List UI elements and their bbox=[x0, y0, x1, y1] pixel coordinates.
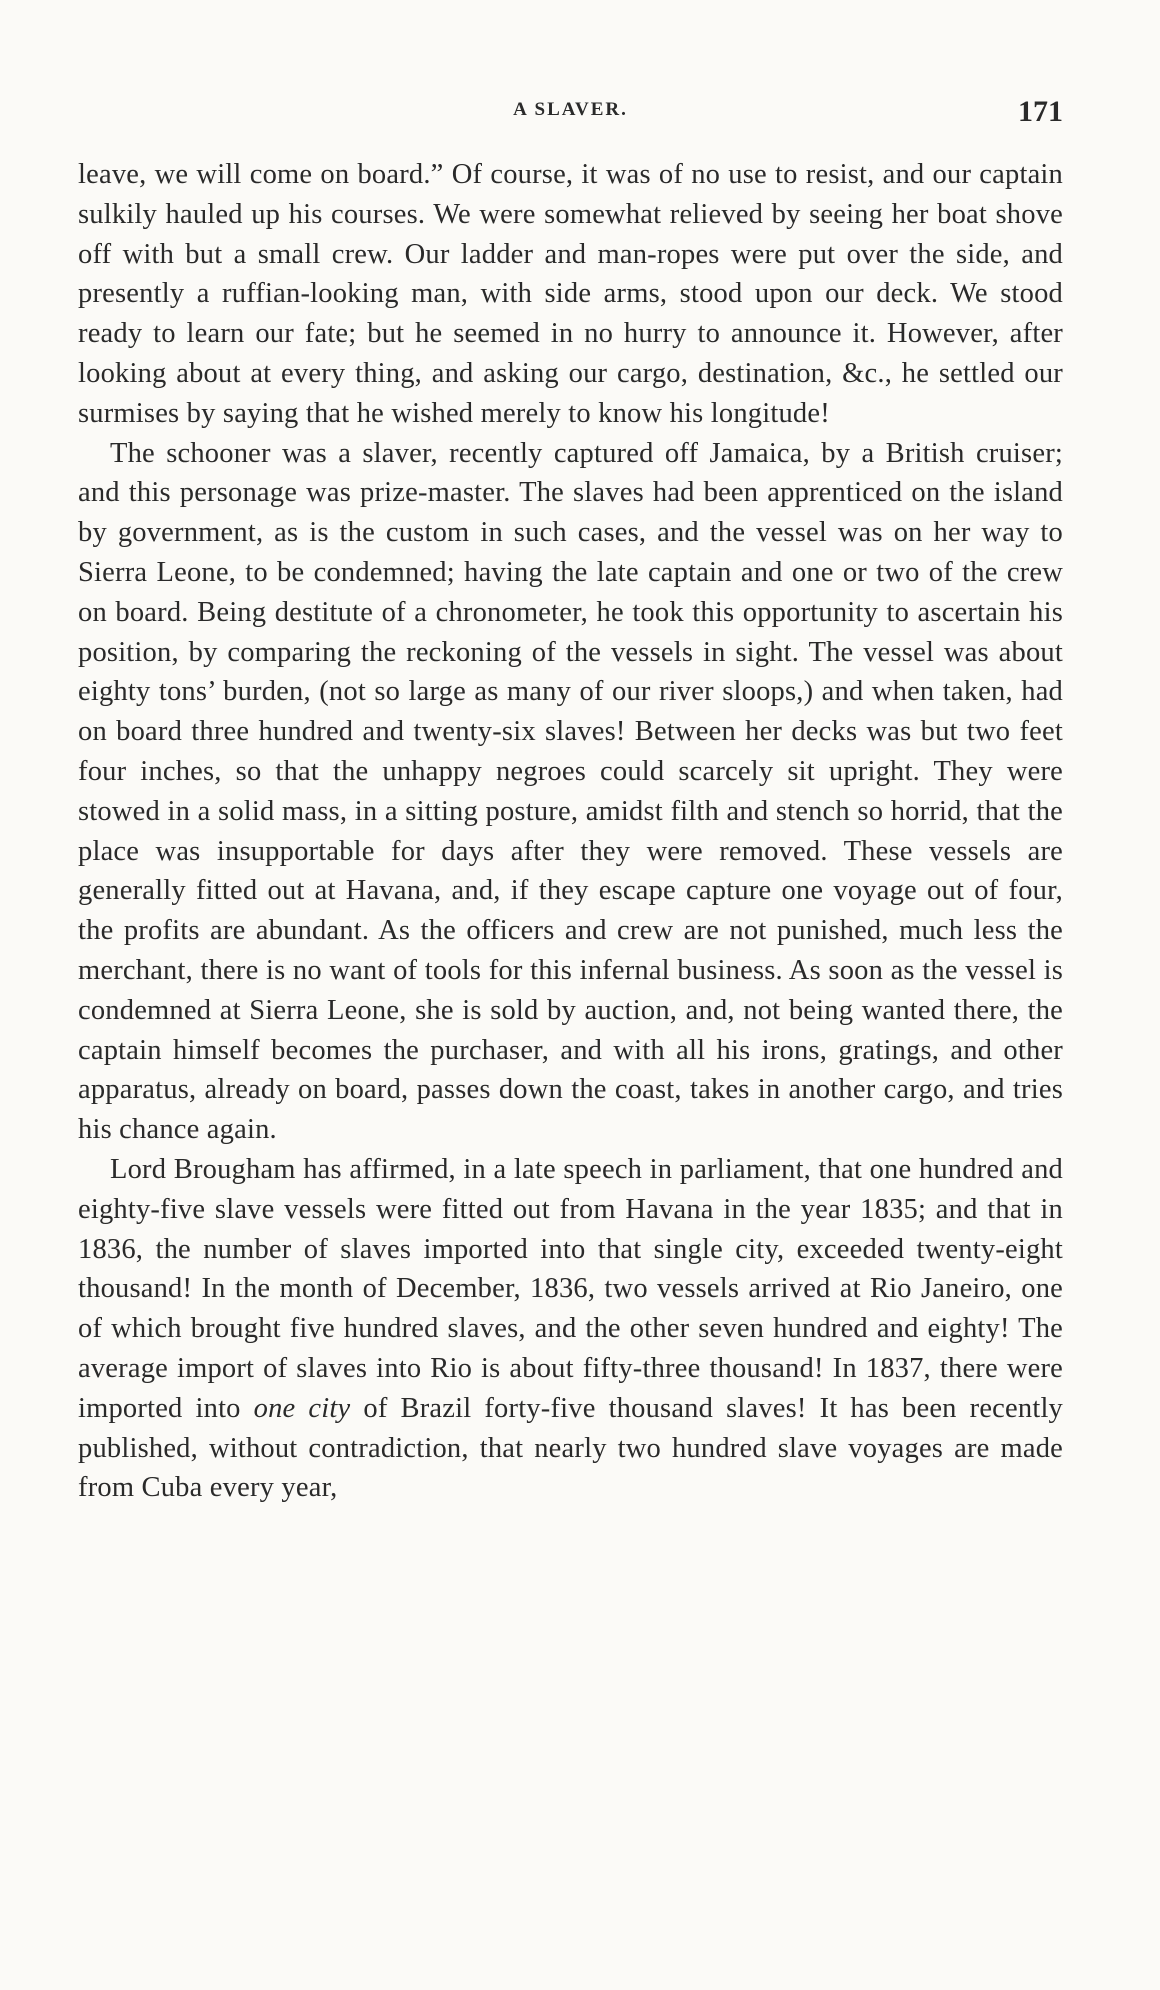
paragraph-text: The schooner was a slaver, recently captured off Jamaica, by a British cruiser; and this personage was prize-master. The slaves had been apprenticed on the island by government, as is the custom in such cases, and the vessel was on her way to Sierra Leone, to be condemned; having the late captain and one or two of the crew on board. Being destitute of a chronometer, he took this opportunity to ascertain his position, by comparing the reckoning of the vessels in sight. The vessel was about eighty tons’ burden, (not so large as many of our river sloops,) and when taken, had on board three hundred and twenty-six slaves! Between her decks was but two feet four inches, so that the unhappy negroes could scarcely sit upright. They were stowed in a solid mass, in a sitting posture, amidst filth and stench so horrid, that the place was insupportable for days after they were removed. These vessels are generally fitted out at Havana, and, if they escape capture one voyage out of four, the profits are abundant. As the officers and crew are not punished, much less the merchant, there is no want of tools for this infernal business. As soon as the vessel is condemned at Sierra Leone, she is sold by auction, and, not being wanted there, the captain himself becomes the purchaser, and with all his irons, gratings, and other apparatus, already on board, passes down the coast, takes in another cargo, and tries his chance again. bbox=[78, 437, 1063, 1146]
emphasized-text: one city bbox=[253, 1392, 351, 1424]
paragraph-text-continued: of Brazil forty-five thousand slaves! It has been recently published, without contradiction, that nearly two hundred slave voyages are made from Cuba every year, bbox=[78, 1392, 1064, 1504]
running-title: A SLAVER. bbox=[513, 99, 628, 120]
paragraph-text: leave, we will come on board.” Of course, it was of no use to resist, and our captain sulkily hauled up his courses. We were somewhat relieved by seeing her boat shove off with but a small crew. Our ladder and man-ropes were put over the side, and presently a ruffian-looking man, with side arms, stood upon our deck. We stood ready to learn our fate; but he seemed in no hurry to announce it. However, after looking about at every thing, and asking our cargo, destination, &c., he settled our surmises by saying that he wished merely to know his longitude! bbox=[78, 159, 1063, 429]
page-number: 171 bbox=[1018, 95, 1063, 128]
paragraph-text: Lord Brougham has affirmed, in a late speech in parliament, that one hundred and eighty-five slave vessels were fitted out from Havana in the year 1835; and that in 1836, the number of slaves imported into that single city, exceeded twenty-eight thousand! In the month of December, 1836, two vessels arrived at Rio Janeiro, one of which brought five hundred slaves, and the other seven hundred and eighty! The average import of slaves into Rio is about fifty-three thousand! In 1837, there were imported into bbox=[78, 1153, 1063, 1424]
running-head bbox=[78, 95, 1063, 135]
paragraph-schooner bbox=[78, 434, 1063, 1150]
paragraph-continued bbox=[78, 155, 1063, 434]
body-text bbox=[78, 155, 1063, 1508]
book-page bbox=[78, 95, 1063, 1508]
paragraph-brougham bbox=[78, 1150, 1063, 1508]
